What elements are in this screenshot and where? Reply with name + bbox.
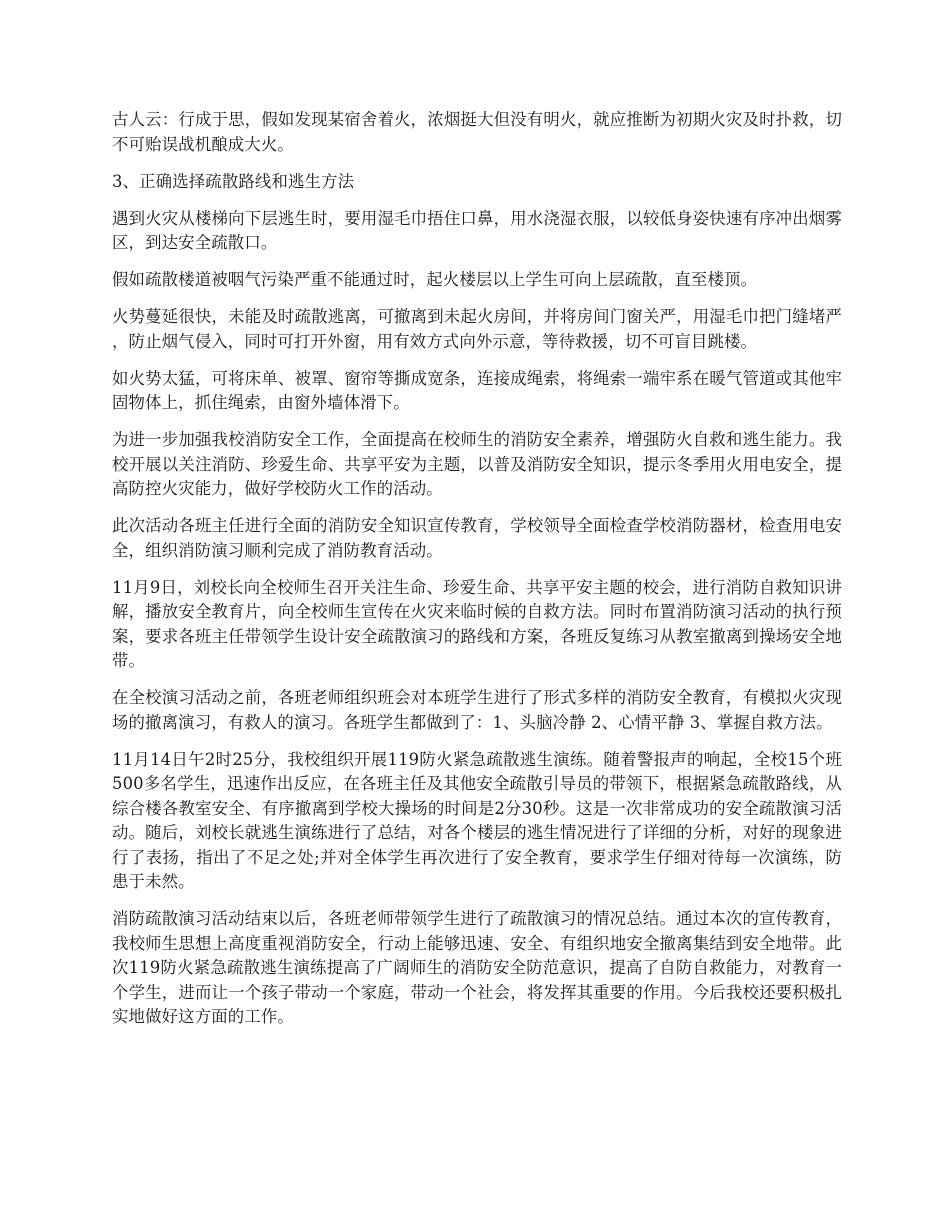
paragraph-10: 在全校演习活动之前，各班老师组织班会对本班学生进行了形式多样的消防安全教育，有模拟火灾现场的撤离演习，有救人的演习。各班学生都做到了：1、头脑冷静 2、心情平静 3、掌握自救方法。 xyxy=(112,688,842,732)
paragraph-8: 此次活动各班主任进行全面的消防安全知识宣传教育，学校领导全面检查学校消防器材，检查用电安全，组织消防演习顺利完成了消防教育活动。 xyxy=(112,516,842,560)
document-body xyxy=(112,108,842,1042)
paragraph-1: 古人云：行成于思，假如发现某宿舍着火，浓烟挺大但没有明火，就应推断为初期火灾及时扑救，切不可贻误战机酿成大火。 xyxy=(112,110,842,154)
paragraph-6: 如火势太猛，可将床单、被罩、窗帘等撕成宽条，连接成绳索，将绳索一端牢系在暖气管道或其他牢固物体上，抓住绳索，由窗外墙体滑下。 xyxy=(112,368,842,412)
paragraph-4: 假如疏散楼道被咽气污染严重不能通过时，起火楼层以上学生可向上层疏散，直至楼顶。 xyxy=(112,270,758,289)
paragraph-3: 遇到火灾从楼梯向下层逃生时，要用湿毛巾捂住口鼻，用水浇湿衣服，以较低身姿快速有序冲出烟雾区，到达安全疏散口。 xyxy=(112,208,842,252)
section-heading: 3、正确选择疏散路线和逃生方法 xyxy=(112,171,355,191)
paragraph-9: 11月9日，刘校长向全校师生召开关注生命、珍爱生命、共享平安主题的校会，进行消防自救知识讲解，播放安全教育片，向全校师生宣传在火灾来临时候的自救方法。同时布置消防演习活动的执行预案，要求各班主任带领学生设计安全疏散演习的路线和方案，各班反复练习从教室撤离到操场安全地带。 xyxy=(112,577,842,670)
paragraph-5: 火势蔓延很快，未能及时疏散逃离，可撤离到未起火房间，并将房间门窗关严，用湿毛巾把门缝堵严，防止烟气侵入，同时可打开外窗，用有效方式向外示意，等待救援，切不可盲目跳楼。 xyxy=(112,307,842,351)
paragraph-7: 为进一步加强我校消防安全工作，全面提高在校师生的消防安全素养，增强防火自救和逃生能力。我校开展以关注消防、珍爱生命、共享平安为主题，以普及消防安全知识，提示冬季用火用电安全，提高防控火灾能力，做好学校防火工作的活动。 xyxy=(112,430,842,498)
paragraph-11: 11月14日午2时25分，我校组织开展119防火紧急疏散逃生演练。随着警报声的响起，全校15个班500多名学生，迅速作出反应，在各班主任及其他安全疏散引导员的带领下，根据紧急疏散路线，从综合楼各教室安全、有序撤离到学校大操场的时间是2分30秒。这是一次非常成功的安全疏散演习活动。随后，刘校长就逃生演练进行了总结，对各个楼层的逃生情况进行了详细的分析，对好的现象进行了表扬，指出了不足之处;并对全体学生再次进行了安全教育，要求学生仔细对待每一次演练，防患于未然。 xyxy=(112,749,842,891)
paragraph-12: 消防疏散演习活动结束以后，各班老师带领学生进行了疏散演习的情况总结。通过本次的宣传教育，我校师生思想上高度重视消防安全，行动上能够迅速、安全、有组织地安全撤离集结到安全地带。此次119防火紧急疏散逃生演练提高了广阔师生的消防安全防范意识，提高了自防自救能力，对教育一个学生，进而让一个孩子带动一个家庭，带动一个社会，将发挥其重要的作用。今后我校还要积极扎实地做好这方面的工作。 xyxy=(112,909,842,1026)
